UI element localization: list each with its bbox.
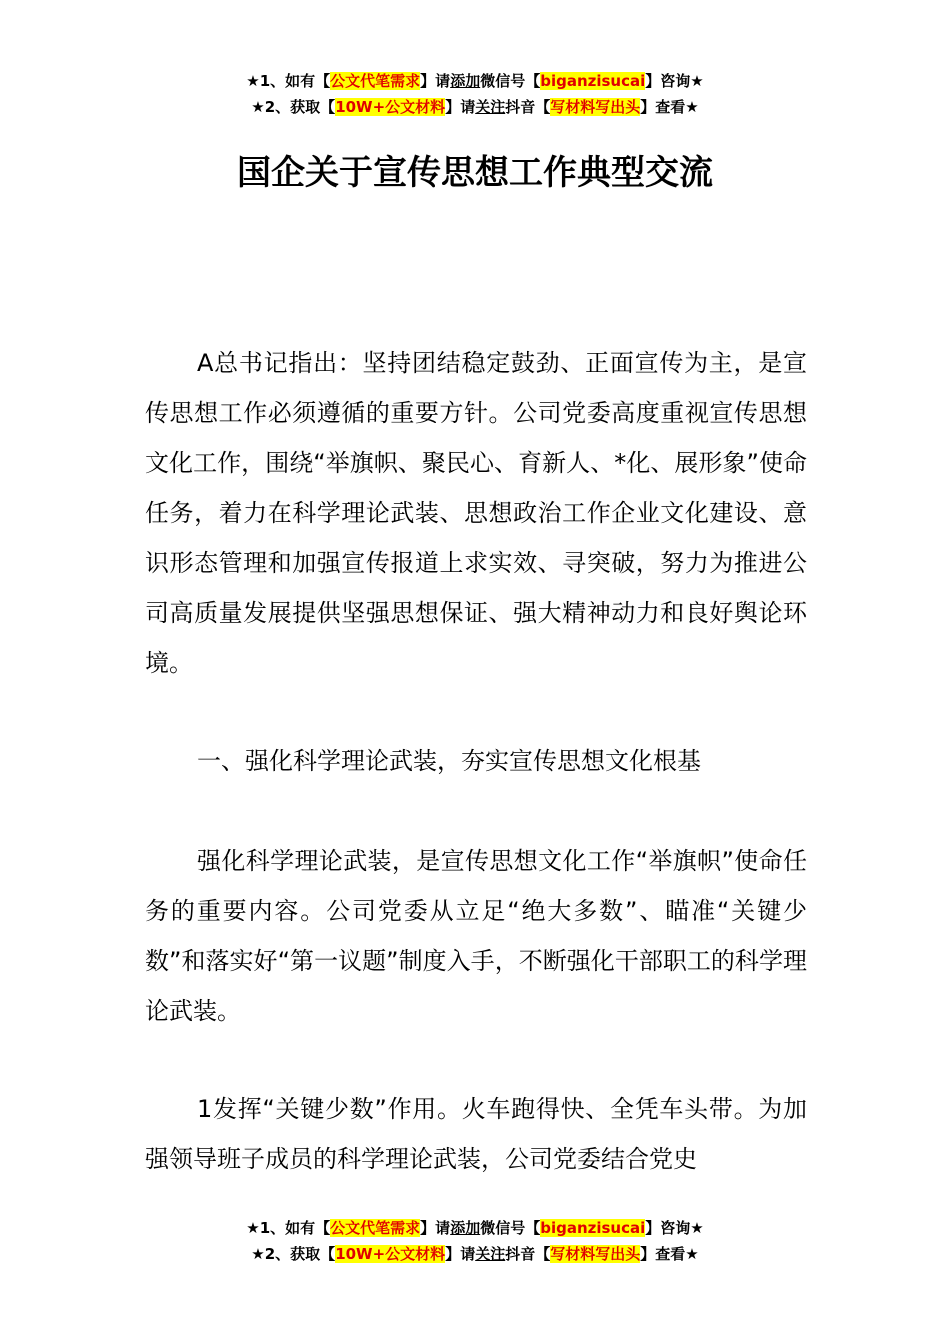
banner-text: ★2、获取【: [251, 1245, 336, 1263]
banner-text: 微信号【: [480, 1219, 541, 1237]
banner-highlight: 公文代笔需求: [330, 72, 421, 90]
header-banner: [0, 68, 950, 120]
banner-text: 抖音【: [505, 1245, 551, 1263]
banner-line-1: [0, 68, 950, 94]
banner-wechat-id: biganzisucai: [540, 72, 646, 90]
banner-text: ★1、如有【: [246, 1219, 331, 1237]
banner-text: 】请: [420, 72, 451, 90]
paragraph-intro: [145, 338, 807, 688]
banner-line-1: [0, 1215, 950, 1241]
banner-text: 】查看★: [640, 1245, 699, 1263]
banner-wechat-id: biganzisucai: [540, 1219, 646, 1237]
banner-text: ★2、获取【: [251, 98, 336, 116]
heading-text: 一、强化科学理论武装，夯实宣传思想文化根基: [197, 747, 701, 775]
paragraph-text: 1发挥“关键少数”作用。火车跑得快、全凭车头带。为加强领导班子成员的科学理论武装，公司党委结合党史: [145, 1095, 807, 1173]
banner-douyin-id: 写材料写出头: [550, 98, 641, 116]
paragraph-text: 强化科学理论武装，是宣传思想文化工作“举旗帜”使命任务的重要内容。公司党委从立足“绝大多数”、瞄准“关键少数”和落实好“第一议题”制度入手，不断强化干部职工的科学理论武装。: [145, 847, 807, 1025]
banner-underline: 添加: [450, 72, 481, 90]
banner-text: 】请: [445, 98, 476, 116]
banner-highlight: 10W+公文材料: [335, 98, 446, 116]
banner-line-2: [0, 1241, 950, 1267]
banner-highlight: 10W+公文材料: [335, 1245, 446, 1263]
footer-banner: [0, 1215, 950, 1267]
section-heading-1: [145, 736, 807, 786]
banner-text: 抖音【: [505, 98, 551, 116]
banner-underline: 添加: [450, 1219, 481, 1237]
banner-line-2: [0, 94, 950, 120]
paragraph-item-1: [145, 1084, 807, 1184]
banner-text: 】咨询★: [645, 1219, 704, 1237]
banner-underline: 关注: [475, 98, 506, 116]
banner-highlight: 公文代笔需求: [330, 1219, 421, 1237]
banner-douyin-id: 写材料写出头: [550, 1245, 641, 1263]
paragraph-text: A总书记指出：坚持团结稳定鼓劲、正面宣传为主，是宣传思想工作必须遵循的重要方针。公司党委高度重视宣传思想文化工作，围绕“举旗帜、聚民心、育新人、*化、展形象”使命任务，着力在科学理论武装、思想政治工作企业文化建设、意识形态管理和加强宣传报道上求实效、寻突破，努力为推进公司高质量发展提供坚强思想保证、强大精神动力和良好舆论环境。: [145, 349, 807, 677]
banner-text: ★1、如有【: [246, 72, 331, 90]
document-title: 国企关于宣传思想工作典型交流: [237, 153, 713, 193]
paragraph-section-1: [145, 836, 807, 1036]
banner-text: 】咨询★: [645, 72, 704, 90]
banner-underline: 关注: [475, 1245, 506, 1263]
banner-text: 】请: [420, 1219, 451, 1237]
banner-text: 微信号【: [480, 72, 541, 90]
banner-text: 】查看★: [640, 98, 699, 116]
banner-text: 】请: [445, 1245, 476, 1263]
